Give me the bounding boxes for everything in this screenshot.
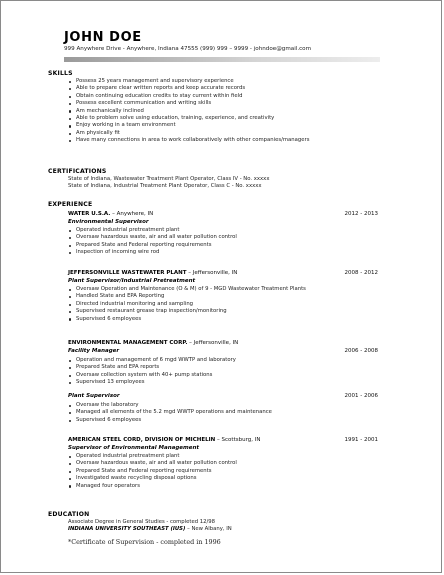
- list-item: Handled State and EPA Reporting: [68, 293, 306, 300]
- header-divider: [64, 57, 380, 62]
- university-location: – New Albany, IN: [185, 526, 232, 533]
- list-item: Prepared State and Federal reporting requirements: [68, 242, 237, 249]
- list-item: Able to problem solve using education, training, experience, and creativity: [68, 115, 309, 122]
- job-header: [68, 270, 378, 277]
- list-item: Obtain continuing education credits to stay current within field: [68, 93, 309, 100]
- list-item: Supervised restaurant grease trap inspection/monitoring: [68, 308, 306, 315]
- duties-list: [68, 453, 237, 490]
- list-item: Prepared State and Federal reporting requirements: [68, 468, 237, 475]
- list-item: Oversaw hazardous waste, air and all water pollution control: [68, 234, 237, 241]
- list-item: Supervised 6 employees: [68, 417, 272, 424]
- certification-line: State of Indiana, Wastewater Treatment Plant Operator, Class IV - No. xxxxx: [68, 176, 270, 182]
- contact-info: 999 Anywhere Drive - Anywhere, Indiana 47555 (999) 999 – 9999 - johndoe@gmail.com: [64, 46, 312, 52]
- duties-list: [68, 357, 236, 387]
- employer-name: AMERICAN STEEL CORD, DIVISION OF MICHELIN: [68, 437, 216, 443]
- duties-list: [68, 227, 237, 257]
- list-item: Oversaw Operation and Maintenance (O & M) of 9 - MGD Wastewater Treatment Plants: [68, 286, 306, 293]
- employer-location: – Jeffersonville, IN: [186, 270, 238, 276]
- skills-heading: SKILLS: [48, 70, 73, 77]
- employer-name: WATER U.S.A.: [68, 211, 111, 217]
- job-header: [68, 340, 378, 347]
- duties-list: [68, 286, 306, 323]
- list-item: Am physically fit: [68, 130, 309, 137]
- job-title: Facility Manager: [68, 348, 120, 354]
- job-title: Supervisor of Environmental Management: [68, 445, 200, 451]
- job-dates: 2006 - 2008: [344, 348, 378, 354]
- list-item: Managed four operators: [68, 483, 237, 490]
- university-line: [68, 526, 232, 533]
- list-item: Managed all elements of the 5.2 mgd WWTP operations and maintenance: [68, 409, 272, 416]
- skills-list: [68, 78, 309, 145]
- duties-list: [68, 402, 272, 424]
- education-block: [68, 519, 232, 533]
- list-item: Prepared State and EPA reports: [68, 364, 236, 371]
- employer-location: – Scottsburg, IN: [215, 437, 261, 443]
- list-item: Operation and management of 6 mgd WWTP and laboratory: [68, 357, 236, 364]
- list-item: Enjoy working in a team environment: [68, 122, 309, 129]
- list-item: Am mechanically inclined: [68, 108, 309, 115]
- list-item: Directed industrial monitoring and sampling: [68, 301, 306, 308]
- employer-location: – Anywhere, IN: [110, 211, 154, 217]
- list-item: Have many connections in area to work collaboratively with other companies/managers: [68, 137, 309, 144]
- university-name: INDIANA UNIVERSITY SOUTHEAST (IUS): [68, 526, 186, 533]
- list-item: Investigated waste recycling disposal options: [68, 475, 237, 482]
- list-item: Oversaw collection system with 40+ pump stations: [68, 372, 236, 379]
- list-item: Supervised 6 employees: [68, 316, 306, 323]
- job-title: Plant Supervisor: [68, 393, 120, 399]
- role-row: [68, 348, 378, 355]
- list-item: Possess 25 years management and supervisory experience: [68, 78, 309, 85]
- list-item: Oversaw the laboratory: [68, 402, 272, 409]
- list-item: Able to prepare clear written reports and keep accurate records: [68, 85, 309, 92]
- list-item: Operated industrial pretreatment plant: [68, 453, 237, 460]
- certifications-heading: CERTIFICATIONS: [48, 168, 107, 175]
- role-row: [68, 393, 378, 400]
- list-item: Operated industrial pretreatment plant: [68, 227, 237, 234]
- applicant-name: JOHN DOE: [64, 30, 142, 45]
- list-item: Oversaw hazardous waste, air and all water pollution control: [68, 460, 237, 467]
- certification-line: State of Indiana, Industrial Treatment Plant Operator, Class C - No. xxxxx: [68, 183, 262, 190]
- job-dates: 2008 - 2012: [344, 270, 378, 276]
- certificate-note: *Certificate of Supervision - completed in 1996: [68, 538, 221, 546]
- employer-location: – Jeffersonville, IN: [187, 340, 239, 346]
- experience-heading: EXPERIENCE: [48, 201, 93, 208]
- job-dates: 2001 - 2006: [344, 393, 378, 399]
- employer-name: ENVIRONMENTAL MANAGEMENT CORP.: [68, 340, 188, 346]
- job-header: [68, 437, 378, 444]
- list-item: Possess excellent communication and writing skills: [68, 100, 309, 107]
- education-heading: EDUCATION: [48, 511, 90, 518]
- job-dates: 1991 - 2001: [344, 437, 378, 443]
- job-dates: 2012 - 2013: [344, 211, 378, 217]
- job-title: Plant Supervisor/Industrial Pretreatment: [68, 278, 196, 284]
- degree-line: Associate Degree in General Studies - completed 12/98: [68, 519, 216, 525]
- employer-name: JEFFERSONVILLE WASTEWATER PLANT: [68, 270, 187, 276]
- job-title: Environmental Supervisor: [68, 219, 149, 225]
- list-item: Inspection of incoming wire rod: [68, 249, 237, 256]
- certifications-list: [68, 176, 269, 190]
- list-item: Supervised 13 employees: [68, 379, 236, 386]
- job-header: [68, 211, 378, 218]
